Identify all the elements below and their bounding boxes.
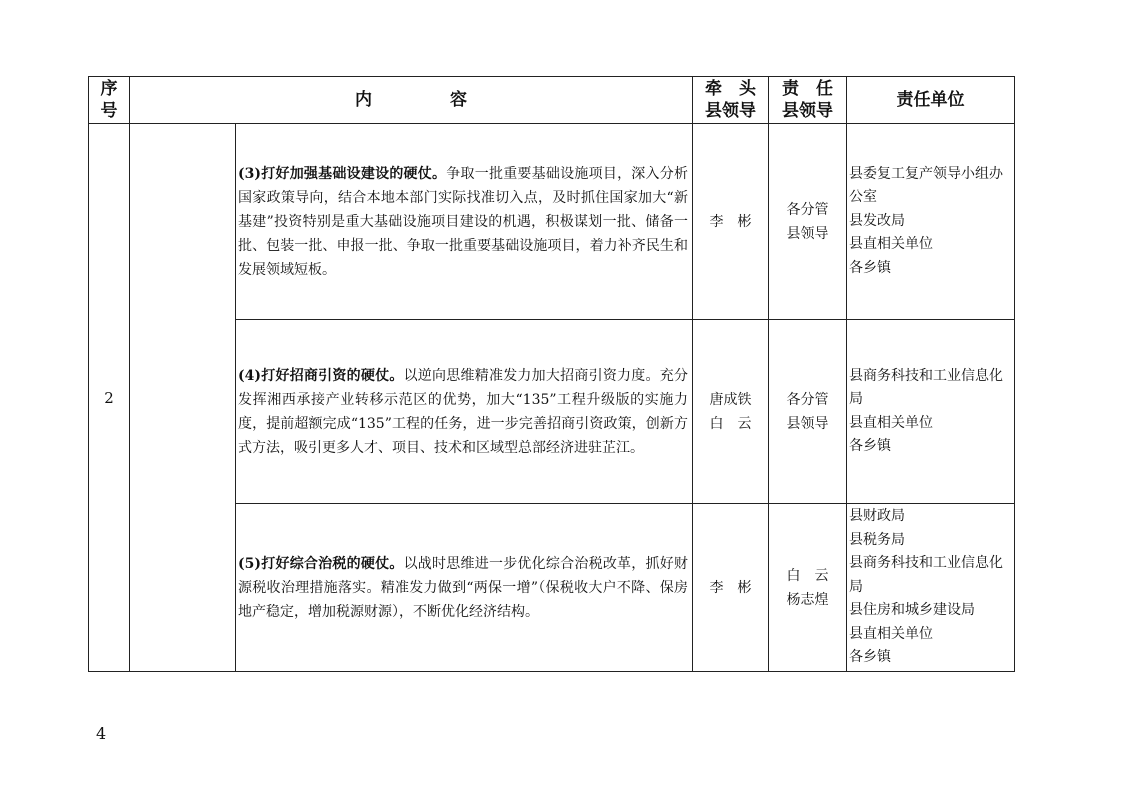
lead-name: 白 云	[709, 415, 752, 432]
resp-cell	[769, 320, 847, 504]
content-title: (5)打好综合治税的硬仗。	[238, 555, 404, 572]
unit-item: 县直相关单位	[849, 236, 933, 253]
lead-cell	[693, 124, 769, 320]
content-text: 以逆向思维精准发力加大招商引资力度。充分发挥湘西承接产业转移示范区的优势，加大“135”工程升级版的实施力度，提前超额完成“135”工程的任务，进一步完善招商引资政策，创新方式方法，吸引更多人才、项目、技术和区域型总部经济进驻芷江。	[238, 367, 688, 456]
group-category-cell	[130, 124, 236, 672]
unit-item: 县直相关单位	[849, 625, 933, 642]
unit-cell	[847, 124, 1015, 320]
content-title: (4)打好招商引资的硬仗。	[238, 367, 404, 384]
unit-cell	[847, 504, 1015, 672]
resp-line-2: 杨志煌	[786, 591, 829, 608]
content-cell	[236, 504, 693, 672]
resp-line-2: 县领导	[786, 225, 829, 242]
unit-item: 各乡镇	[849, 649, 891, 666]
content-text: 争取一批重要基础设施项目，深入分析国家政策导向，结合本地本部门实际找准切入点，及时抓住国家加大“新基建”投资特别是重大基础设施项目建设的机遇，积极谋划一批、储备一批、包装一批、申报一批、争取一批重要基础设施项目，着力补齐民生和发展领域短板。	[238, 165, 688, 278]
header-lead-line-1: 牵 头	[705, 79, 756, 99]
lead-cell	[693, 320, 769, 504]
header-content-char-2: 容	[450, 90, 467, 110]
unit-item: 各乡镇	[849, 438, 891, 454]
group-seq-cell: 2	[89, 124, 130, 672]
table-row	[89, 124, 1015, 320]
header-resp-line-1: 责 任	[782, 79, 833, 99]
table-header-row	[89, 77, 1015, 124]
page-number: 4	[96, 724, 107, 743]
content-title: (3)打好加强基础设建设的硬仗。	[238, 165, 447, 182]
header-lead-line-2: 县领导	[705, 101, 756, 121]
resp-line-1: 白 云	[786, 567, 829, 584]
lead-name: 唐成铁	[709, 391, 752, 408]
header-seq-line-2: 号	[100, 101, 118, 121]
unit-item: 县商务科技和工业信息化局	[849, 367, 1003, 407]
task-table	[88, 76, 1015, 672]
unit-item: 县商务科技和工业信息化局	[849, 555, 1003, 595]
resp-cell	[769, 124, 847, 320]
lead-name: 李 彬	[709, 579, 752, 596]
resp-cell	[769, 504, 847, 672]
unit-item: 县直相关单位	[849, 414, 933, 431]
header-resp-line-2: 县领导	[782, 101, 833, 121]
header-unit: 责任单位	[847, 77, 1015, 124]
resp-line-1: 各分管	[786, 391, 829, 408]
resp-line-2: 县领导	[786, 415, 829, 432]
header-lead	[693, 77, 769, 124]
header-content-char-1: 内	[355, 90, 372, 110]
content-cell	[236, 124, 693, 320]
content-cell	[236, 320, 693, 504]
header-content	[130, 77, 693, 124]
content-text: 以战时思维进一步优化综合治税改革，抓好财源税收治理措施落实。精准发力做到“两保一增”（保税收大户不降、保房地产稳定，增加税源财源），不断优化经济结构。	[238, 555, 688, 620]
lead-name: 李 彬	[709, 213, 752, 230]
unit-item: 县税务局	[849, 531, 905, 548]
header-seq	[89, 77, 130, 124]
unit-item: 县财政局	[849, 508, 905, 525]
lead-cell	[693, 504, 769, 672]
resp-line-1: 各分管	[786, 201, 829, 218]
unit-item: 县住房和城乡建设局	[849, 602, 975, 619]
unit-cell	[847, 320, 1015, 504]
unit-item: 各乡镇	[849, 259, 891, 276]
header-resp	[769, 77, 847, 124]
unit-item: 县发改局	[849, 212, 905, 229]
header-seq-line-1: 序	[100, 79, 118, 99]
unit-item: 县委复工复产领导小组办公室	[849, 165, 1003, 206]
